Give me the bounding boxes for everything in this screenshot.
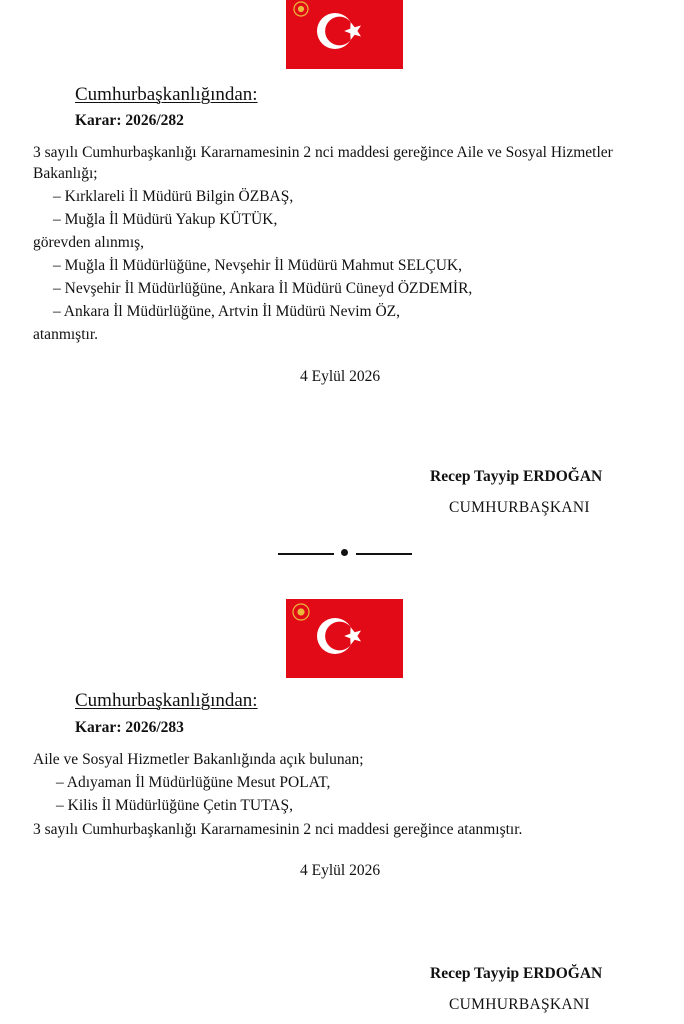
turkish-flag-emblem bbox=[286, 0, 403, 69]
body-line: – Muğla İl Müdürü Yakup KÜTÜK, bbox=[53, 211, 278, 228]
body-line: görevden alınmış, bbox=[33, 234, 145, 251]
body-line: 3 sayılı Cumhurbaşkanlığı Kararnamesinin 2 nci maddesi gereğince Aile ve Sosyal Hizmetler bbox=[33, 144, 613, 161]
decision-date: 4 Eylül 2026 bbox=[300, 368, 381, 385]
body-line: – Kilis İl Müdürlüğüne Çetin TUTAŞ, bbox=[56, 797, 293, 814]
body-line: Bakanlığı; bbox=[33, 165, 98, 182]
separator-line-left bbox=[278, 553, 334, 555]
issuer-heading: Cumhurbaşkanlığından: bbox=[75, 690, 258, 711]
body-line: atanmıştır. bbox=[33, 326, 99, 343]
separator-line-right bbox=[356, 553, 412, 555]
separator-dot bbox=[341, 549, 348, 556]
signatory-name: Recep Tayyip ERDOĞAN bbox=[430, 965, 603, 982]
section-separator bbox=[278, 544, 412, 560]
signatory-title: CUMHURBAŞKANI bbox=[449, 996, 590, 1013]
signatory-title: CUMHURBAŞKANI bbox=[449, 499, 590, 516]
decision-date: 4 Eylül 2026 bbox=[300, 862, 381, 879]
turkish-flag-emblem bbox=[286, 599, 403, 678]
body-line: Aile ve Sosyal Hizmetler Bakanlığında açık bulunan; bbox=[33, 751, 364, 768]
body-line: – Adıyaman İl Müdürlüğüne Mesut POLAT, bbox=[56, 774, 331, 791]
decision-number: Karar: 2026/282 bbox=[75, 112, 184, 129]
body-line: 3 sayılı Cumhurbaşkanlığı Kararnamesinin 2 nci maddesi gereğince atanmıştır. bbox=[33, 821, 523, 838]
body-line: – Nevşehir İl Müdürlüğüne, Ankara İl Müdürü Cüneyd ÖZDEMİR, bbox=[53, 280, 473, 297]
signatory-name: Recep Tayyip ERDOĞAN bbox=[430, 468, 603, 485]
body-line: – Kırklareli İl Müdürü Bilgin ÖZBAŞ, bbox=[53, 188, 294, 205]
body-line: – Ankara İl Müdürlüğüne, Artvin İl Müdürü Nevim ÖZ, bbox=[53, 303, 400, 320]
body-line: – Muğla İl Müdürlüğüne, Nevşehir İl Müdürü Mahmut SELÇUK, bbox=[53, 257, 462, 274]
issuer-heading: Cumhurbaşkanlığından: bbox=[75, 84, 258, 105]
decision-number: Karar: 2026/283 bbox=[75, 719, 184, 736]
